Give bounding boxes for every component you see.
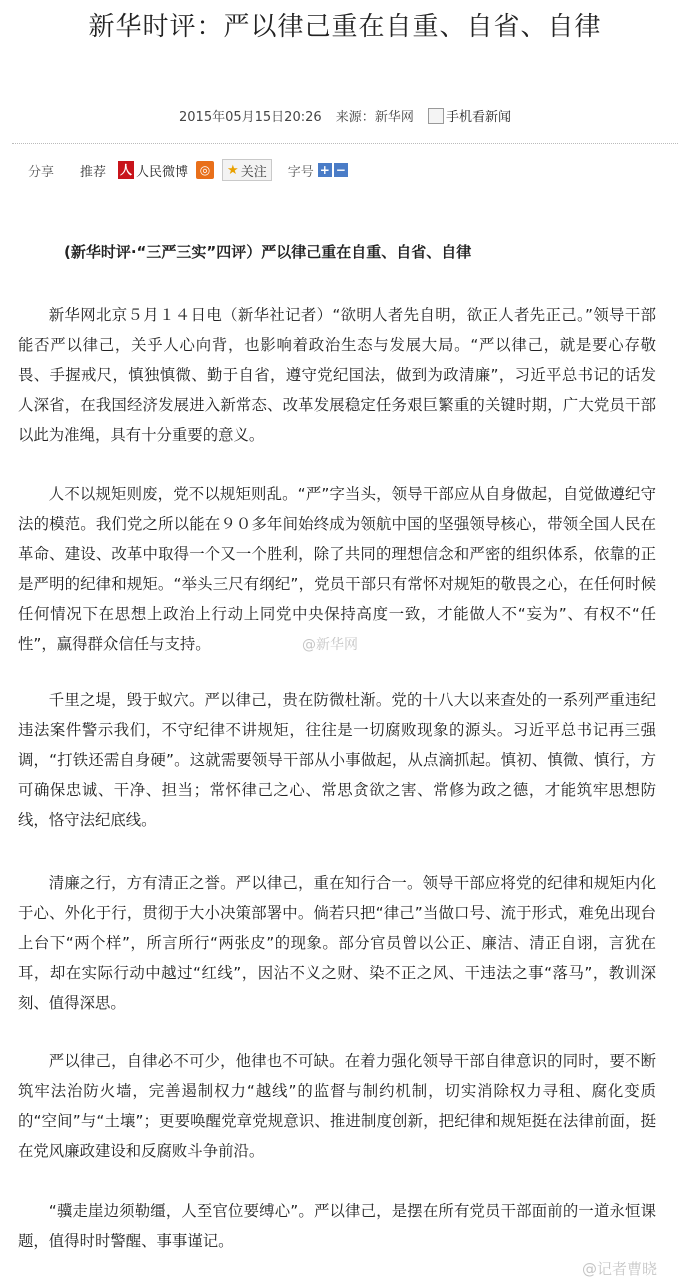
star-icon: ★ [227, 162, 239, 178]
share-label: 分享 [28, 164, 55, 180]
mobile-news-label: 手机看新闻 [445, 110, 511, 125]
paragraph: 千里之堤，毁于蚁穴。严以律己，贵在防微杜渐。党的十八大以来查处的一系列严重违纪违法案件警示我们，不守纪律不讲规矩，往往是一切腐败现象的源头。习近平总书记再三强调，“打铁还需自身硬”。这就需要领导干部从小事做起，从点滴抓起。慎初、慎微、慎行，方可确保忠诚、干净、担当；常怀律己之心、常思贪欲之害、常修为政之德，才能筑牢思想防线，恪守法纪底线。 [18, 691, 656, 829]
weibo-label: 人民微博 [136, 164, 189, 180]
recommend-label: 推荐 [80, 164, 107, 180]
divider [12, 143, 678, 144]
article-title: 新华时评：严以律己重在自重、自省、自律 [88, 12, 602, 42]
watermark: @新华网 [302, 637, 358, 653]
publish-date: 2015年05月15日20:26 [179, 110, 322, 125]
people-weibo-button[interactable] [118, 161, 188, 180]
paragraph: 清廉之行，方有清正之誉。严以律己，重在知行合一。领导干部应将党的纪律和规矩内化于心、外化于行，贯彻于大小决策部署中。倘若只把“律己”当做口号、流于形式，难免出现台上台下“两个样”，所言所行“两张皮”的现象。部分官员曾以公正、廉洁、清正自诩，言犹在耳，却在实际行动中越过“红线”，因沾不义之财、染不正之风、干违法之事“落马”，教训深刻、值得深思。 [18, 874, 656, 1012]
broken-image-icon [428, 108, 444, 124]
font-size-label: 字号 [287, 164, 314, 180]
share-toolbar [28, 158, 350, 182]
rss-icon[interactable]: ◎ [196, 161, 214, 179]
watermark: @记者曹晓 [582, 1260, 658, 1278]
paragraph: 严以律己，自律必不可少，他律也不可缺。在着力强化领导干部自律意识的同时，要不断筑牢法治防火墙，完善遏制权力“越线”的监督与制约机制，切实消除权力寻租、腐化变质的“空间”与“土壤”；更要唤醒党章党规意识、推进制度创新，把纪律和规矩挺在法律前面，挺在党风廉政建设和反腐败斗争前沿。 [18, 1052, 656, 1160]
weibo-logo-icon: 人 [120, 163, 133, 177]
paragraph: 人不以规矩则废，党不以规矩则乱。“严”字当头，领导干部应从自身做起，自觉做遵纪守法的模范。我们党之所以能在９０多年间始终成为领航中国的坚强领导核心，带领全国人民在革命、建设、改革中取得一个又一个胜利，除了共同的理想信念和严密的组织体系，依靠的正是严明的纪律和规矩。“举头三尺有纲纪”，党员干部只有常怀对规矩的敬畏之心，在任何时候任何情况下在思想上政治上行动上同党中央保持高度一致，才能做人不“妄为”、有权不“任性”，赢得群众信任与支持。 [18, 485, 656, 653]
source-label: 来源： [335, 110, 375, 125]
paragraph: 新华网北京５月１４日电（新华社记者）“欲明人者先自明，欲正人者先正己。”领导干部能否严以律己，关乎人心向背，也影响着政治生态与发展大局。“严以律己，就是要心存敬畏、手握戒尺，慎独慎微、勤于自省，遵守党纪国法，做到为政清廉”，习近平总书记的话发人深省，在我国经济发展进入新常态、改革发展稳定任务艰巨繁重的关键时期，广大党员干部以此为准绳，具有十分重要的意义。 [18, 306, 656, 444]
mobile-news-link[interactable] [428, 110, 511, 125]
follow-label: 关注 [240, 164, 267, 180]
font-increase-icon[interactable]: + [319, 163, 330, 177]
source-info [336, 110, 414, 125]
font-decrease-icon[interactable]: − [335, 163, 346, 177]
article-subtitle: (新华时评·“三严三实”四评）严以律己重在自重、自省、自律 [64, 243, 472, 261]
follow-button[interactable] [222, 159, 272, 181]
source-name: 新华网 [374, 110, 414, 125]
article-meta [0, 106, 690, 125]
paragraph: “骥走崖边须勒缰，人至官位要缚心”。严以律己，是摆在所有党员干部面前的一道永恒课题，值得时时警醒、事事谨记。 [18, 1202, 656, 1250]
